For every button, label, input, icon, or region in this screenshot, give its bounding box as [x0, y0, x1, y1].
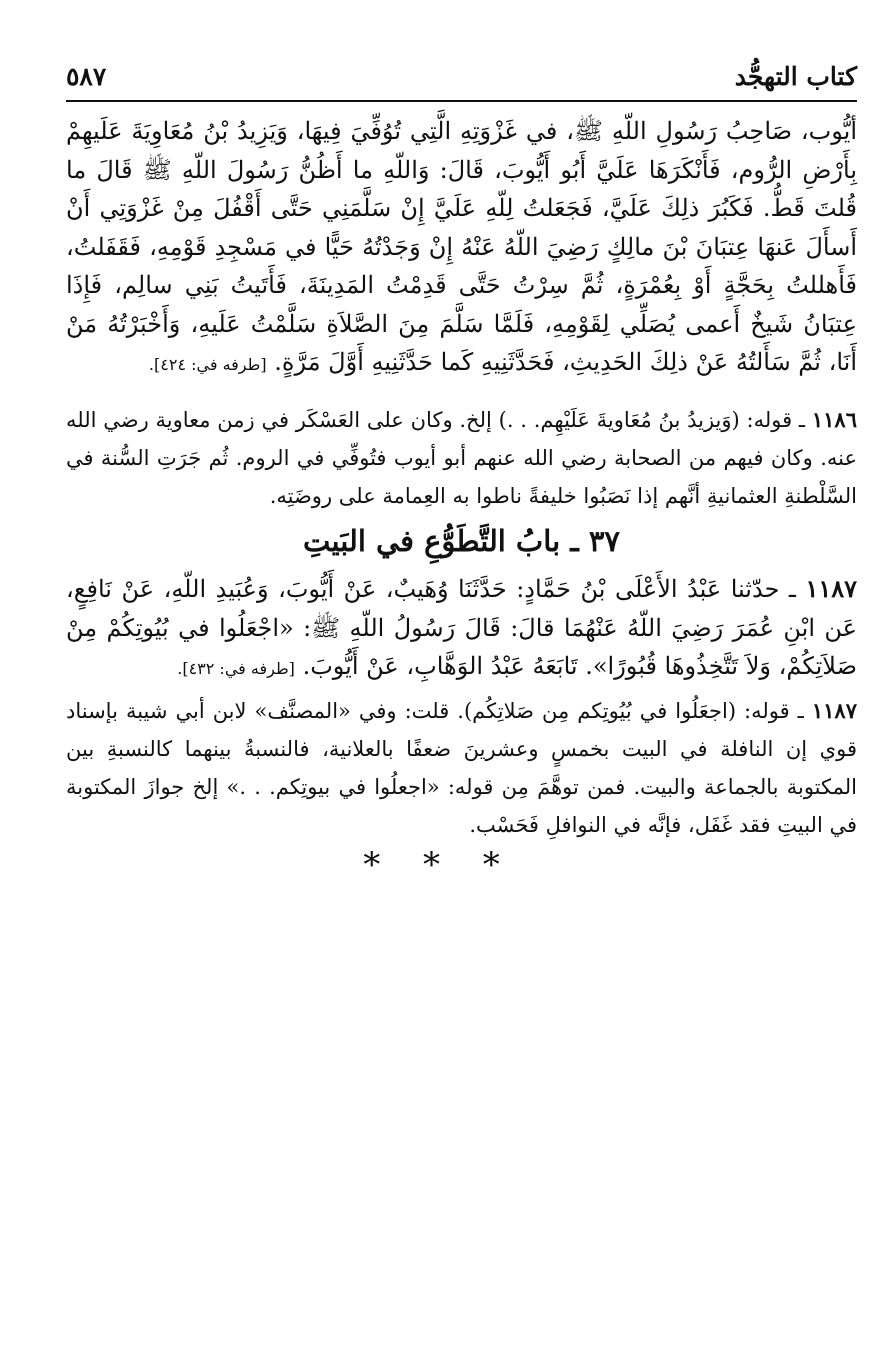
cross-reference: [طرفه في: ٤٣٢]. [177, 659, 295, 678]
hadith-1187 [66, 570, 857, 689]
hadith-text: أيُّوب، صَاحِبُ رَسُولِ اللّهِ ﷺ، في غَزْوَتِهِ الَّتِي تُوُفِّيَ فِيهَا، وَيَزِيدُ بْنُ مُعَاوِيَةَ عَلَيهِمْ بِأَرْضِ الرُّوم، فَأَنْكَرَهَا عَلَيَّ أَبُو أَيُّوبَ، قَالَ: وَاللّهِ ما أَظُنُّ رَسُولَ اللّهِ ﷺ قَالَ ما قُلتَ قَطُّ. فَكَبُرَ ذلِكَ عَلَيَّ، فَجَعَلتُ لِلّهِ عَلَيَّ إِنْ سَلَّمَنِي حَتَّى أَقْفُلَ مِنْ غَزْوَتِي أَنْ أَسأَلَ عَنهَا عِتبَانَ بْنَ مالِكٍ رَضِيَ اللّهُ عَنْهُ إِنْ وَجَدْتُهُ حَيًّا في مَسْجِدِ قَوْمِهِ، فَقَفَلتُ، فَأَهللتُ بِحَجَّةٍ أَوْ بِعُمْرَةٍ، ثُمَّ سِرْتُ حَتَّى قَدِمْتُ المَدِينَةَ، فَأَتَيتُ بَنِي سالِم، فَإِذَا عِتبَانُ شَيخٌ أَعمى يُصَلِّي لِقَوْمِهِ، فَلَمَّا سَلَّمَ مِنَ الصَّلاَةِ سَلَّمْتُ عَلَيهِ، وَأَخْبَرْتُهُ مَنْ أَنَا، ثُمَّ سَأَلتُهُ عَنْ ذلِكَ الحَدِيثِ، فَحَدَّثَنِيهِ كَما حَدَّثَنِيهِ أَوَّلَ مَرَّةٍ. [66, 117, 857, 376]
commentary-1186 [66, 401, 857, 515]
hadith-text: ـ حدّثنا عَبْدُ الأَعْلَى بْنُ حَمَّادٍ: حَدَّثَنَا وُهَيبٌ، عَنْ أَيُّوبَ، وَعُبَيدِ اللّهِ، عَنْ نَافِعٍ، عَن ابْنِ عُمَرَ رَضِيَ اللّهُ عَنْهُمَا قالَ: قَالَ رَسُولُ اللّهِ ﷺ: «اجْعَلُوا في بُيُوتِكُمْ مِنْ صَلاَتِكُمْ، وَلاَ تَتَّخِذُوهَا قُبُورًا». تَابَعَهُ عَبْدُ الوَهَّابِ، عَنْ أَيُّوبَ. [66, 575, 857, 680]
cross-reference: [طرفه في: ٤٢٤]. [148, 355, 267, 374]
commentary-number: ١١٨٦ [811, 407, 857, 432]
page-number: ٥٨٧ [66, 62, 107, 91]
hadith-number: ١١٨٧ [805, 574, 857, 603]
commentary-text: ـ قوله: (اجعَلُوا في بُيُوتِكم مِن صَلاتِكُم). قلت: وفي «المصنَّف» لابن أبي شيبة بإسناد قوي إن النافلة في البيت بخمسٍ وعشرينَ ضعفًا بالعلانية، فالنسبةُ بينهما كالنسبةِ بين المكتوبة بالجماعة والبيت. فمن توهَّمَ مِن قوله: «اجعلُوا في بيوتِكم. . .» إلخ جوازَ المكتوبة في البيتِ فقد غَفَل، فإنَّه في النوافلِ فَحَسْب. [66, 699, 857, 837]
book-title: كتاب التهجُّد [734, 62, 857, 91]
commentary-number: ١١٨٧ [811, 698, 857, 723]
hadith-1186-continued [66, 112, 857, 385]
section-end-mark: * * * [363, 845, 516, 885]
commentary-1187 [66, 692, 857, 844]
chapter-heading: ٣٧ ـ بابُ التَّطَوُّعِ في البَيتِ [303, 524, 620, 558]
page-header [66, 58, 857, 102]
commentary-text: ـ قوله: (وَيزيدُ بنُ مُعَاويةَ عَلَيْهِم. . .) إلخ. وكان على العَسْكَر في زمن معاوية رضي الله عنه. وكان فيهم من الصحابة رضي الله عنهم أبو أيوب فتُوفِّي في الروم. ثُم جَرَتِ السُّنة في السَّلْطنةِ العثمانيةِ أنَّهم إذا نَصَبُوا خليفةً ناطوا به العِمامة على روضَتِه. [66, 408, 857, 508]
